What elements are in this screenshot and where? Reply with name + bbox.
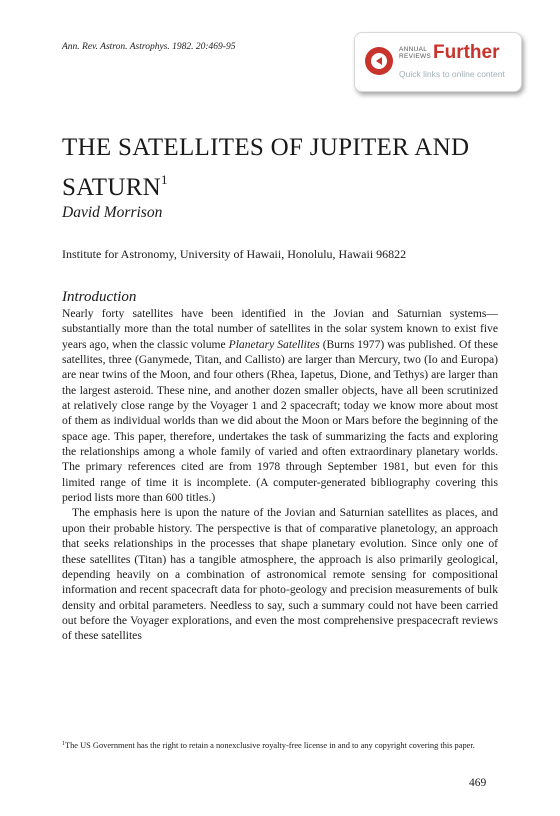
footnote [62, 739, 502, 751]
cited-title-planetary-satellites: Planetary Satellites [228, 337, 320, 351]
section-heading-introduction: Introduction [62, 289, 137, 305]
journal-reference: Ann. Rev. Astron. Astrophys. 1982. 20:469-95 [62, 42, 236, 52]
body-text [62, 306, 498, 644]
article-title-text: THE SATELLITES OF JUPITER AND SATURN [62, 134, 470, 201]
title-footnote-mark[interactable]: 1 [161, 172, 168, 187]
footnote-text: The US Government has the right to retain a nonexclusive royalty-free license in and to any copyright covering this paper. [65, 741, 475, 750]
footnote-mark: 1 [62, 741, 65, 747]
paragraph-2: The emphasis here is upon the nature of the Jovian and Saturnian satellites as places, and upon their probable history. The perspective is that of comparative planetology, an approach that seeks relationships in the processes that shape planetary evolution. Since only one of these satellites (Titan) has a tangible atmosphere, the approach is also primarily geological, depending heavily on a combination of astronomical remote sensing for compositional information and recent spacecraft data for photo-geology and precision measurements of bulk density and orbital parameters. Needless to say, such a summary could not have been carried out before the Voyager explorations, and even the most comprehensive prespacecraft reviews of these satellites [62, 506, 498, 643]
further-label: Further [433, 42, 500, 63]
paragraph-1-part-1: Nearly forty satellites have been identified in the Jovian and Saturnian systems—substantially more than the total number of satellites in the solar system known to exist five years ago, when the classic volume [62, 307, 498, 351]
annual-reviews-logo-text [399, 46, 431, 60]
author-name: David Morrison [62, 204, 163, 221]
paragraph-1 [62, 306, 498, 505]
page-number: 469 [469, 777, 487, 789]
reviews-line: REVIEWS [399, 53, 432, 60]
article-title [62, 132, 502, 204]
annual-reviews-further-link[interactable] [354, 32, 522, 92]
annual-line: ANNUAL [399, 46, 428, 53]
arrow-left-circle-icon [365, 47, 393, 75]
paragraph-1-part-2: (Burns 1977) was published. Of these satellites, three (Ganymede, Titan, and Callisto) are larger than Mercury, two (Io and Europa) are near twins of the Moon, and four others (Rhea, Iapetus, Dione, and Tethys) are larger than the largest asteroid. These nine, and another dozen smaller objects, have all been scrutinized at relatively close range by the Voyager 1 and 2 spacecraft; today we know more about most of them as individual worlds than we did about the Moon or Mars before the beginning of the space age. This paper, therefore, undertakes the task of summarizing the facts and exploring the relationships among a whole family of varied and often extraordinary planetary worlds. The primary references cited are from 1978 through September 1981, but even for this limited range of time it is incomplete. (A computer-generated bibliography covering this period lists more than 600 titles.) [62, 337, 498, 505]
quick-links-subtitle: Quick links to online content [399, 69, 505, 79]
author-affiliation: Institute for Astronomy, University of Hawaii, Honolulu, Hawaii 96822 [62, 247, 407, 261]
